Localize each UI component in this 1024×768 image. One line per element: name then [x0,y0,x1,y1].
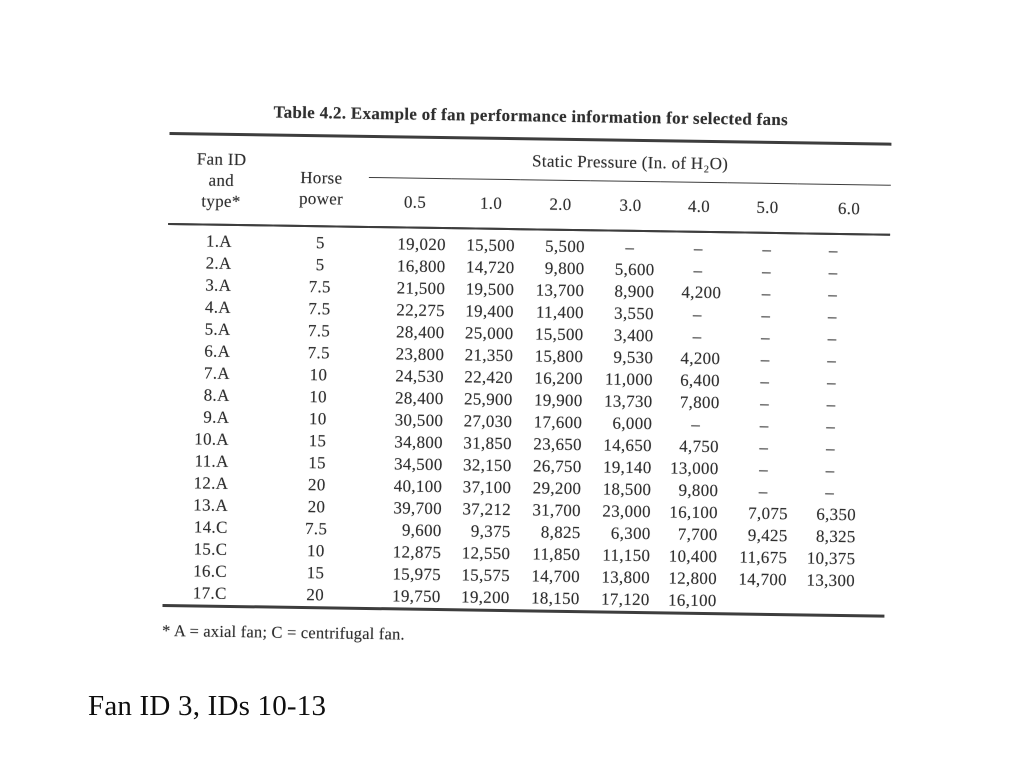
pressure-value-cell: 23,650 [533,434,583,455]
pressure-value-cell: 34,800 [394,432,444,453]
pressure-value-cell: 24,530 [395,366,445,387]
pressure-value-cell: 12,800 [668,568,718,589]
pressure-value-cell: 13,730 [603,391,653,412]
pressure-col-header: 2.0 [520,180,591,231]
pressure-value-cell: – [827,350,837,370]
pressure-col-header: 5.0 [727,183,798,234]
pressure-value-cell: 25,900 [463,389,513,410]
pressure-value-cell: – [828,262,838,282]
pressure-value-cell: – [693,260,703,280]
pressure-value-cell: 14,650 [603,435,653,456]
pressure-value-cell: 18,500 [602,479,652,500]
pressure-value-cell: 9,425 [747,525,788,546]
col-header-fan-id-and-type: Fan ID and type* [168,136,274,226]
pressure-value-cell: 17,600 [533,412,583,433]
fan-id-cell: 6.A [204,341,231,361]
pressure-value-cell: 39,700 [393,498,443,519]
horse-power-cell: 10 [309,365,328,385]
pressure-value-cell: 25,000 [464,323,514,344]
pressure-value-cell: 22,275 [396,300,446,321]
pressure-value-cell: 18,150 [530,588,580,609]
pressure-col-header: 6.0 [797,184,891,235]
pressure-value-cell: 6,400 [680,370,721,391]
pressure-value-cell: – [828,284,838,304]
pressure-value-cell: – [759,459,769,479]
pressure-col-header: 1.0 [451,179,521,230]
pressure-value-cell: 28,400 [394,388,444,409]
pressure-value-cell: 8,900 [614,281,655,302]
pressure-value-cell: 9,375 [470,521,511,542]
fan-id-cell: 3.A [205,275,232,295]
pressure-value-cell: 11,675 [739,547,788,568]
slide-caption: Fan ID 3, IDs 10-13 [88,690,327,722]
pressure-value-cell: 13,800 [601,567,651,588]
pressure-value-cell: 13,000 [669,458,719,479]
pressure-value-cell: 14,700 [738,569,788,590]
horse-power-cell: 20 [306,585,325,605]
pressure-value-cell: 23,000 [602,501,652,522]
fan-id-cell: 16.C [193,561,228,581]
horse-power-cell: 15 [306,563,325,583]
pressure-value-cell: 14,720 [465,257,515,278]
pressure-value-cell: – [826,416,836,436]
pressure-value-cell: – [692,304,702,324]
pressure-value-cell: 9,600 [401,520,442,541]
pressure-value-cell: 21,500 [396,278,446,299]
pressure-value-cell: – [758,481,768,501]
pressure-value-cell: 8,325 [815,526,856,547]
pressure-value-cell: 16,100 [669,502,719,523]
horse-power-cell: 7.5 [308,277,331,297]
pressure-col-header: 4.0 [660,182,728,232]
col-header-horse-power: Horse power [273,138,369,227]
pressure-value-cell: 3,550 [613,303,655,324]
pressure-value-cell: 16,100 [667,590,717,611]
pressure-value-cell: – [827,328,837,348]
table-footnote: * A = axial fan; C = centrifugal fan. [161,620,405,644]
pressure-value-cell: 11,850 [532,544,581,565]
pressure-value-cell: 19,750 [391,586,441,607]
table-title: Table 4.2. Example of fan performance information for selected fans [273,102,789,130]
pressure-value-cell: 28,400 [395,322,445,343]
pressure-value-cell: – [826,394,836,414]
pressure-value-cell: 7,700 [677,524,718,545]
pressure-value-cell: 12,875 [392,542,442,563]
pressure-value-cell: 4,200 [681,282,722,303]
pressure-value-cell: 13,300 [806,570,856,591]
pressure-value-cell: 26,750 [532,456,582,477]
fan-id-cell: 15.C [193,539,228,559]
table-header [168,136,891,235]
pressure-value-cell: 4,200 [680,348,721,369]
pressure-col-header: 0.5 [368,177,452,228]
fan-performance-table [163,136,892,615]
fan-table-body [163,224,891,615]
pressure-value-cell: – [761,305,771,325]
pressure-value-cell: 19,140 [602,457,652,478]
pressure-value-cell: 9,530 [613,347,654,368]
pressure-value-cell: 3,400 [613,325,654,346]
pressure-value-cell: 23,800 [395,344,445,365]
horse-power-cell: 20 [307,475,326,495]
pressure-value-cell: – [759,437,769,457]
fan-id-cell: 13.A [193,495,229,515]
horse-power-cell: 7.5 [308,299,331,319]
pressure-value-cell: – [760,327,771,347]
pressure-value-cell: 14,700 [531,566,581,587]
fan-id-cell: 5.A [204,319,231,339]
horse-power-cell: 20 [307,497,326,517]
pressure-value-cell: – [825,438,835,458]
pressure-value-cell: – [760,371,770,391]
pressure-value-cell: 19,900 [533,390,583,411]
pressure-value-cell: 27,030 [463,411,513,432]
pressure-value-cell: – [761,261,772,281]
pressure-value-cell: 6,300 [610,523,651,544]
horse-power-cell: 15 [308,431,327,451]
pressure-value-cell: – [825,460,835,480]
pressure-value-cell: 10,375 [806,548,856,569]
horse-power-cell: 7.5 [304,519,328,539]
horse-power-cell: 15 [308,453,327,473]
pressure-value-cell: – [761,283,771,303]
pressure-value-cell: – [828,240,838,260]
pressure-value-cell: 31,850 [463,433,513,454]
pressure-value-cell: 34,500 [393,454,443,475]
pressure-value-cell: – [827,306,837,326]
pressure-value-cell: 15,575 [461,565,511,586]
pressure-value-cell: 10,400 [668,546,718,567]
pressure-value-cell [721,590,791,613]
pressure-value-cell: 11,000 [604,369,654,390]
fan-id-cell: 7.A [203,363,231,383]
pressure-value-cell: – [691,414,701,434]
pressure-value-cell: 4,750 [679,436,720,457]
fan-id-cell: 1.A [205,231,233,251]
pressure-value-cell: – [692,326,702,346]
pressure-value-cell: 12,550 [461,543,511,564]
pressure-value-cell: – [759,415,769,435]
pressure-value-cell: 6,000 [612,413,653,434]
pressure-value-cell: 5,600 [614,259,655,280]
pressure-value-cell: 16,800 [396,256,446,277]
pressure-value-cell: 17,120 [600,589,650,610]
pressure-value-cell: – [760,349,770,369]
horse-power-cell: 5 [315,233,325,253]
pressure-value-cell: 7,800 [679,392,720,413]
fan-id-cell: 10.A [194,429,230,449]
pressure-value-cell: 19,200 [460,587,510,608]
pressure-value-cell [791,591,884,614]
pressure-value-cell: 21,350 [464,345,514,366]
pressure-value-cell: 5,500 [544,236,586,257]
pressure-value-cell: 19,400 [465,301,515,322]
horse-power-cell: 10 [309,387,328,407]
pressure-value-cell: 37,100 [462,477,512,498]
pressure-value-cell: 11,400 [535,302,585,323]
pressure-value-cell: 16,200 [534,368,584,389]
fan-id-cell: 2.A [205,253,232,273]
horse-power-cell: 7.5 [307,321,331,341]
pressure-value-cell: 15,500 [534,324,584,345]
pressure-value-cell: – [693,238,703,258]
pressure-col-header: 3.0 [590,181,661,232]
pressure-value-cell: – [760,393,770,413]
fan-id-cell: 17.C [192,583,227,603]
pressure-value-cell: – [826,372,836,392]
pressure-value-cell: 6,350 [816,504,857,525]
fan-id-cell: 9.A [203,407,230,427]
horse-power-cell: 10 [306,541,325,561]
pressure-value-cell: – [762,239,772,259]
scanned-table-figure [162,100,892,652]
pressure-value-cell: – [625,237,635,257]
fan-id-cell: 11.A [194,451,229,471]
col-header-static-pressure-group: Static Pressure (In. of H₂O) [369,139,892,185]
fan-id-cell: 4.A [204,297,232,317]
fan-id-cell: 8.A [203,385,230,405]
horse-power-cell: 5 [315,255,325,275]
pressure-value-cell: 15,500 [466,235,516,256]
pressure-value-cell: 32,150 [462,455,512,476]
horse-power-cell: 7.5 [307,343,330,363]
pressure-value-cell: 11,150 [602,545,651,566]
pressure-value-cell: 7,075 [748,503,789,524]
fan-id-cell: 14.C [193,517,228,537]
pressure-value-cell: 30,500 [394,410,444,431]
pressure-value-cell: 9,800 [544,258,585,279]
pressure-value-cell: 19,500 [465,279,515,300]
pressure-value-cell: 22,420 [464,367,514,388]
fan-id-cell: 12.A [193,473,229,493]
pressure-value-cell: – [825,482,835,502]
pressure-value-cell: 19,020 [397,234,447,255]
pressure-value-cell: 31,700 [532,500,582,521]
pressure-value-cell: 40,100 [393,476,443,497]
horse-power-cell: 10 [308,409,327,429]
pressure-value-cell: 15,800 [534,346,584,367]
pressure-value-cell: 8,825 [540,522,581,543]
pressure-value-cell: 37,212 [462,499,512,520]
pressure-value-cell: 15,975 [392,564,442,585]
pressure-value-cell: 29,200 [532,478,582,499]
pressure-value-cell: 13,700 [535,280,585,301]
pressure-value-cell: 9,800 [678,480,719,501]
